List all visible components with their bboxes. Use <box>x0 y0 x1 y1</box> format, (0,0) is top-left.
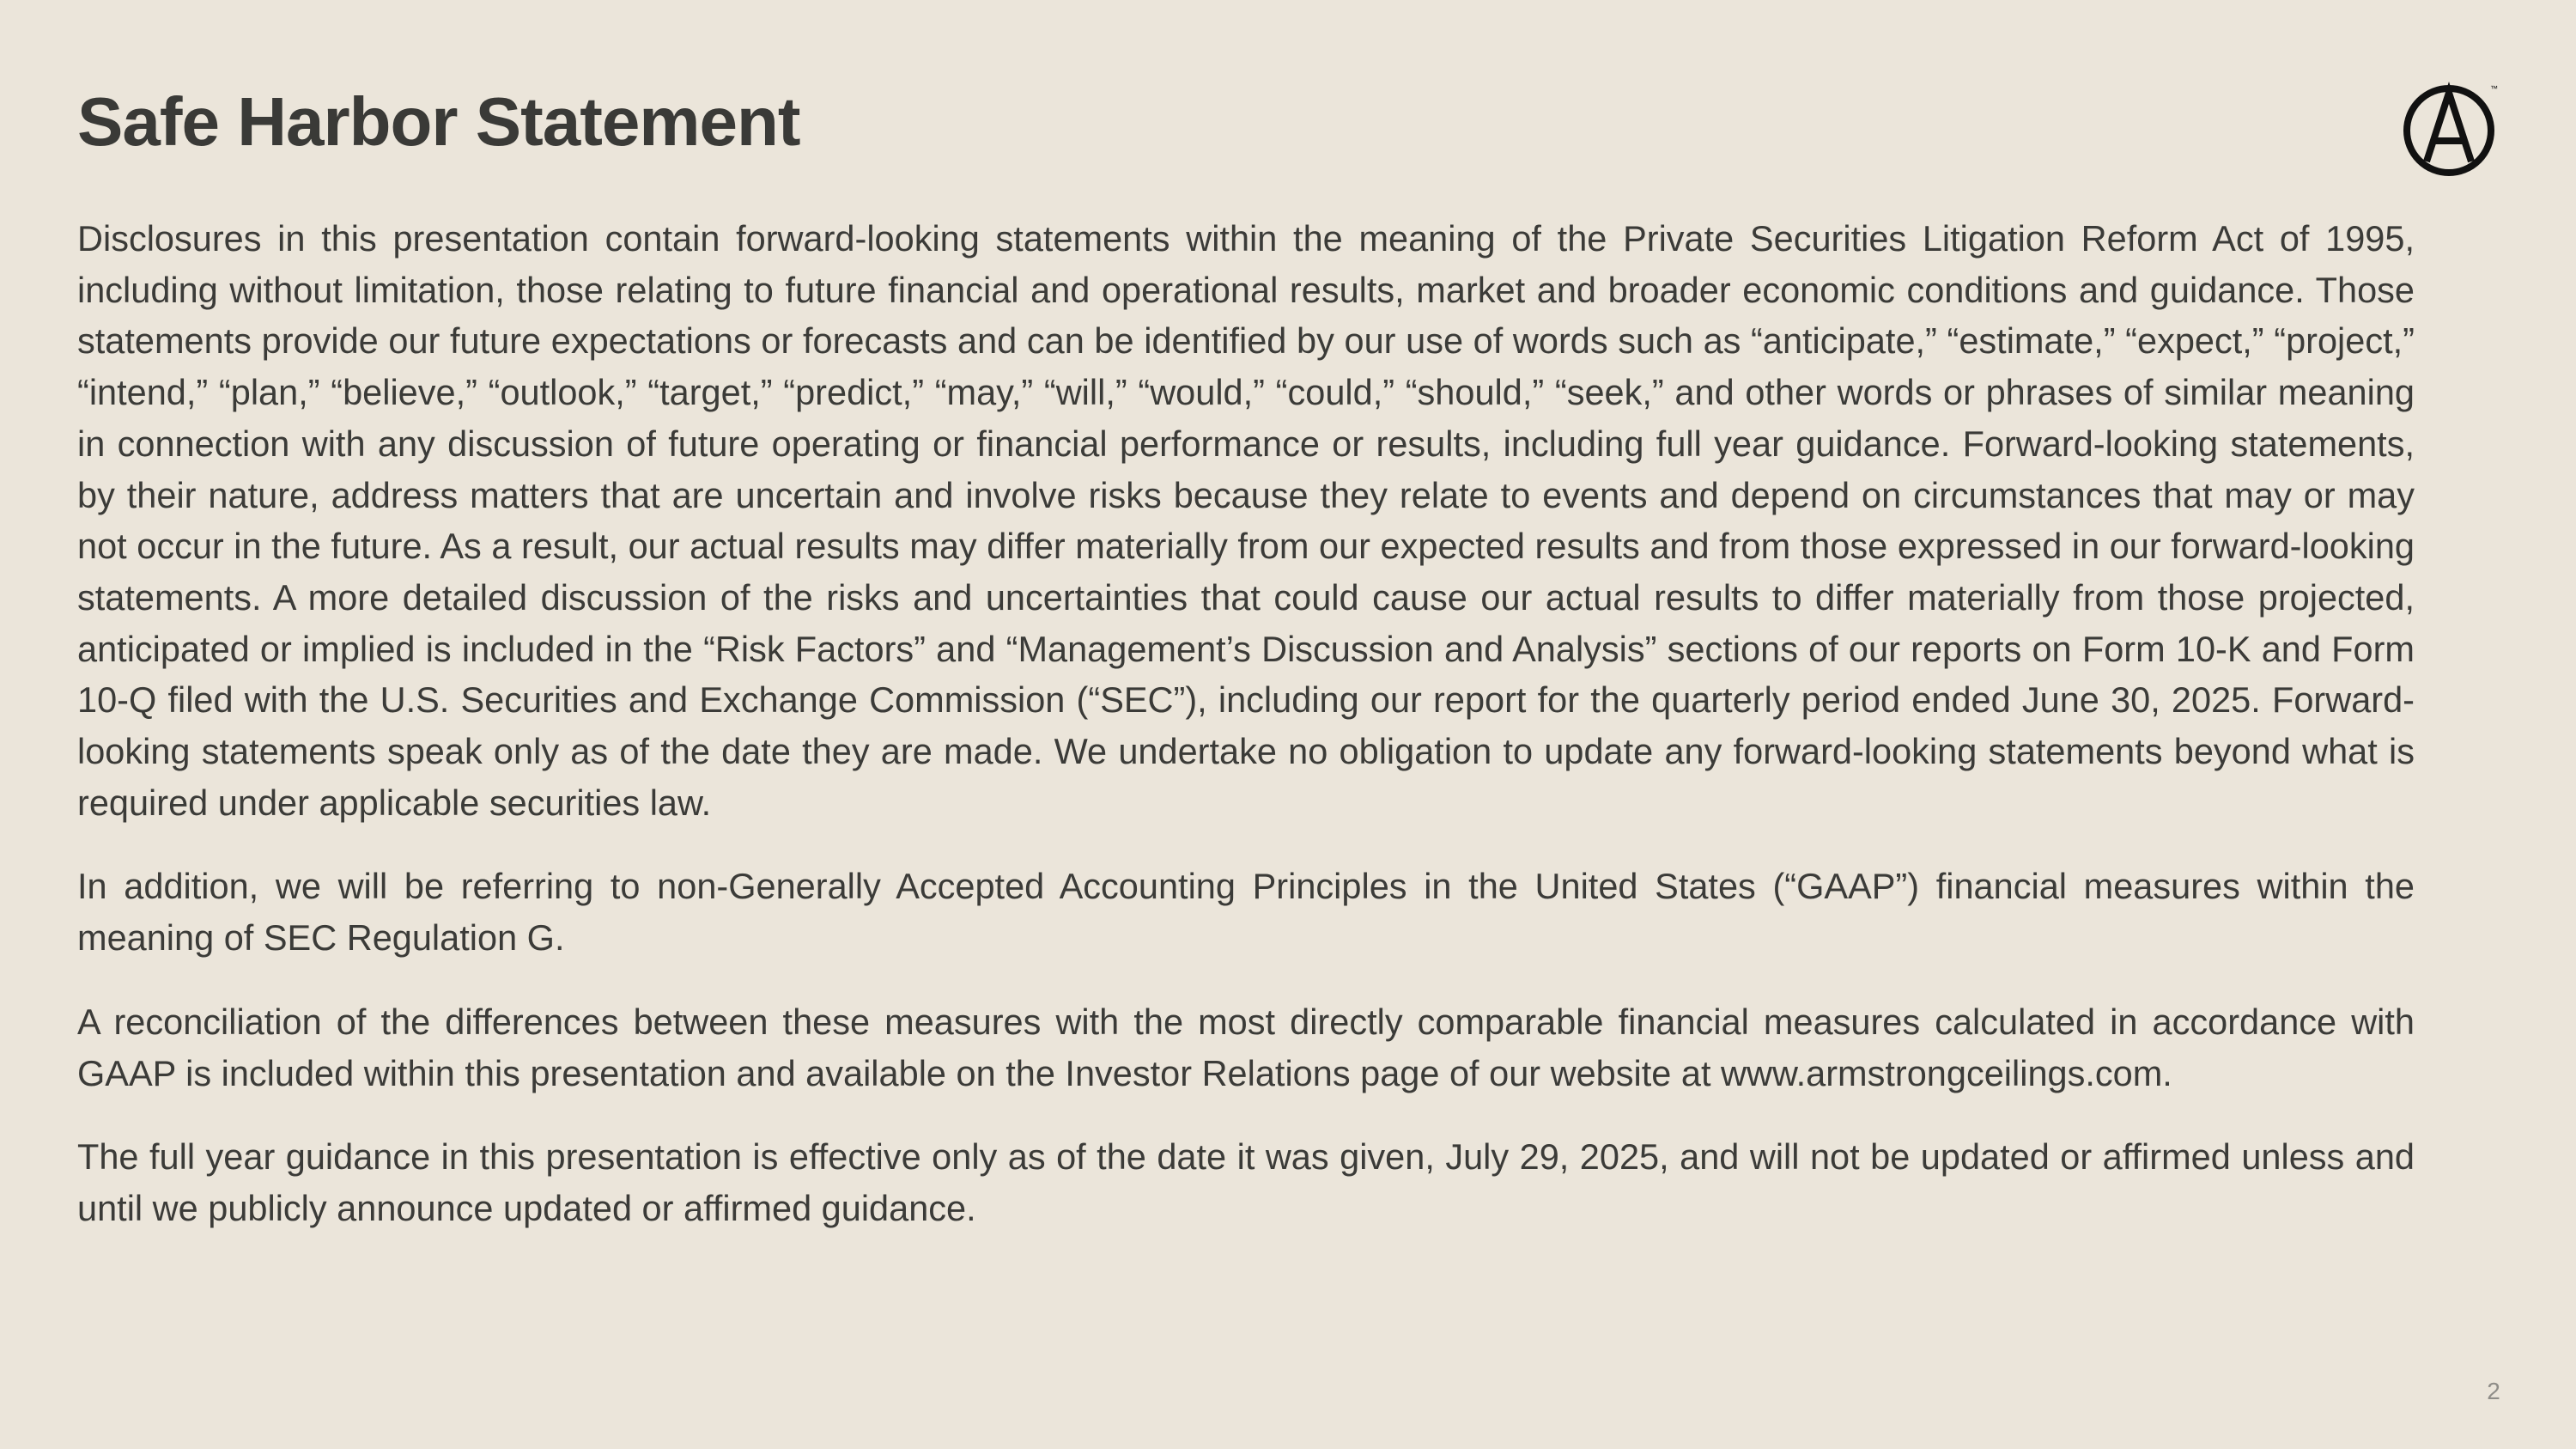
svg-text:™: ™ <box>2490 84 2498 93</box>
slide-title: Safe Harbor Statement <box>77 83 800 160</box>
armstrong-a-logo-icon <box>2401 76 2506 180</box>
page-number: 2 <box>2487 1378 2500 1404</box>
paragraph-non-gaap: In addition, we will be referring to non-Generally Accepted Accounting Principles in the United States (“GAAP”) financial measures within the meaning of SEC Regulation G. <box>77 866 2415 959</box>
paragraph-forward-looking: Disclosures in this presentation contain forward-looking statements within the meaning of the Private Securities Litigation Reform Act of 1995, including without limitation, those relating to future financial and operational results, market and broader economic conditions and guidance. Those statements provide our future expectations or forecasts and can be identified by our use of words such as “anticipate,” “estimate,” “expect,” “project,” “intend,” “plan,” “believe,” “outlook,” “target,” “predict,” “may,” “will,” “would,” “could,” “should,” “seek,” and other words or phrases of similar meaning in connection with any discussion of future operating or financial performance or results, including full year guidance. Forward-looking statements, by their nature, address matters that are uncertain and involve risks because they relate to events and depend on circumstances that may or may not occur in the future. As a result, our actual results may differ materially from our expected results and from those expressed in our forward-looking statements. A more detailed discussion of the risks and uncertainties that could cause our actual results to differ materially from those projected, anticipated or implied is included in the “Risk Factors” and “Management’s Discussion and Analysis” sections of our reports on Form 10-K and Form 10-Q filed with the U.S. Securities and Exchange Commission (“SEC”), including our report for the quarterly period ended June 30, 2025. Forward-looking statements speak only as of the date they are made. We undertake no obligation to update any forward-looking statements beyond what is required under applicable securities law. <box>77 218 2415 823</box>
paragraph-guidance: The full year guidance in this presentation is effective only as of the date it was given, July 29, 2025, and will not be updated or affirmed unless and until we publicly announce updated or affirmed guidance. <box>77 1136 2415 1228</box>
paragraph-reconciliation: A reconciliation of the differences between these measures with the most directly comparable financial measures calculated in accordance with GAAP is included within this presentation and available on the Investor Relations page of our website at www.armstrongceilings.com. <box>77 1001 2415 1093</box>
disclaimer-body <box>77 213 2415 1267</box>
